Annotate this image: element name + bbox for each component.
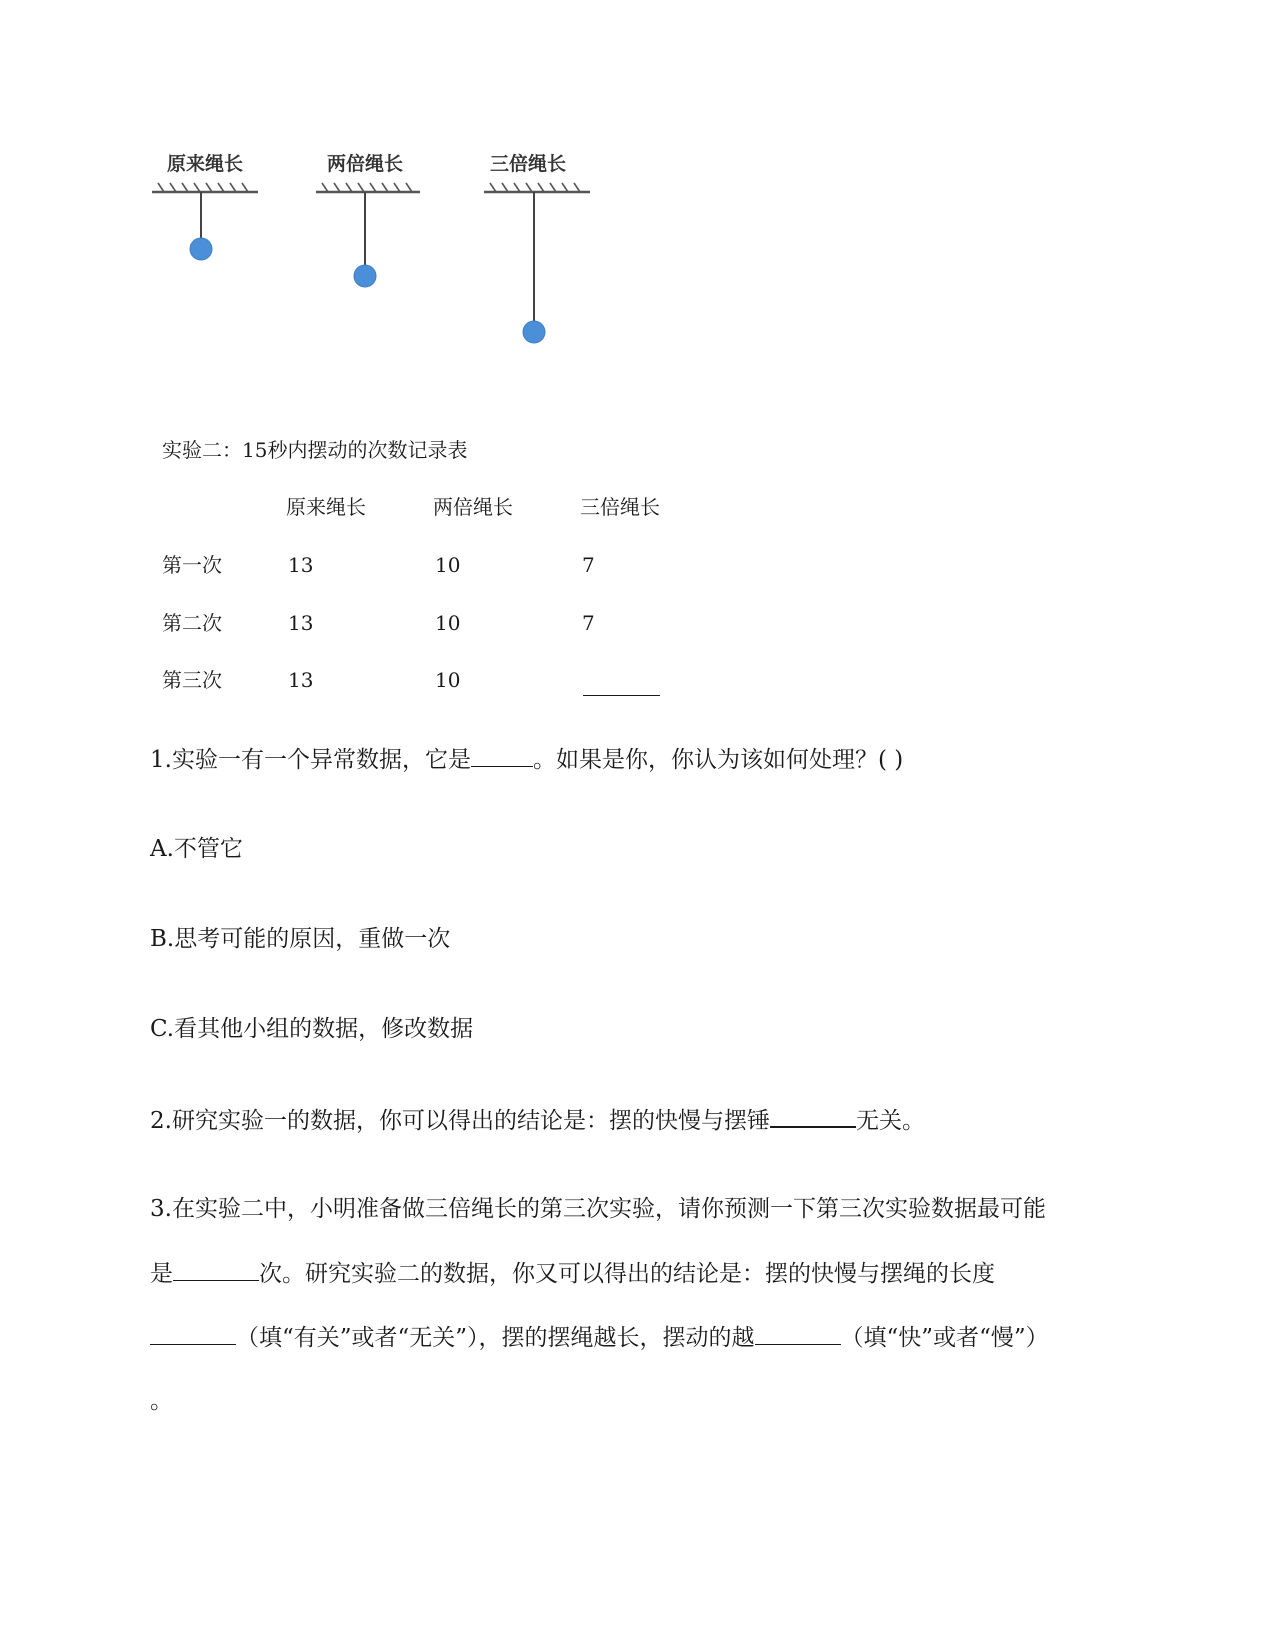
table-cell: 10	[435, 668, 461, 692]
question-1-text-a: 1.实验一有一个异常数据，它是	[150, 747, 471, 773]
answer-blank	[471, 744, 533, 767]
question-3-text-b: 次。研究实验二的数据，你又可以得出的结论是：摆的快慢与摆绳的长度	[259, 1261, 995, 1287]
table-cell: 13	[288, 668, 314, 692]
question-2-text-b: 无关。	[855, 1108, 925, 1134]
column-header-triple: 三倍绳长	[580, 495, 660, 519]
table-cell: 13	[288, 611, 314, 635]
question-3-line-3	[150, 1322, 1049, 1353]
pendulum-bob	[190, 238, 212, 260]
option-a: A.不管它	[150, 836, 243, 862]
pendulum-bob	[523, 321, 545, 343]
question-1-text-b: 。如果是你，你认为该如何处理？( )	[532, 747, 904, 773]
question-3-text-d: （填“快”或者“慢”）	[840, 1325, 1049, 1351]
column-header-double: 两倍绳长	[433, 495, 513, 519]
question-2-text-a: 2.研究实验一的数据，你可以得出的结论是：摆的快慢与摆锤	[150, 1108, 770, 1134]
question-3-line-1: 3.在实验二中，小明准备做三倍绳长的第三次实验，请你预测一下第三次实验数据最可能	[150, 1196, 1046, 1222]
table-cell: 13	[288, 553, 314, 577]
row-label-3: 第三次	[162, 668, 222, 692]
question-3-line-2	[150, 1258, 995, 1289]
question-1	[150, 744, 903, 775]
column-header-original: 原来绳长	[286, 495, 366, 519]
table-cell: 10	[435, 611, 461, 635]
answer-blank-cell	[583, 695, 660, 696]
answer-blank	[173, 1258, 259, 1281]
pendulum-diagram	[150, 150, 610, 370]
pendulum-label-double: 两倍绳长	[327, 153, 404, 175]
ceiling-hatch	[158, 183, 248, 192]
option-c: C.看其他小组的数据，修改数据	[150, 1016, 474, 1042]
table-cell: 7	[582, 553, 595, 577]
row-label-1: 第一次	[162, 553, 222, 577]
pendulum-bob	[354, 265, 376, 287]
pendulum-figure	[150, 150, 610, 370]
table-cell: 10	[435, 553, 461, 577]
row-label-2: 第二次	[162, 611, 222, 635]
pendulum-double-length	[316, 152, 420, 287]
pendulum-original-length	[152, 152, 258, 260]
pendulum-label-triple: 三倍绳长	[490, 153, 567, 175]
ceiling-hatch	[490, 183, 580, 192]
option-b: B.思考可能的原因，重做一次	[150, 926, 451, 952]
pendulum-label-original: 原来绳长	[167, 153, 244, 175]
table-title: 实验二：15秒内摆动的次数记录表	[162, 438, 468, 462]
ceiling-hatch	[322, 183, 412, 192]
question-2	[150, 1104, 925, 1136]
table-cell: 7	[582, 611, 595, 635]
answer-blank	[150, 1322, 236, 1345]
question-3-text-a: 是	[150, 1261, 173, 1287]
question-3-text-c: （填“有关”或者“无关”），摆的摆绳越长，摆动的越	[236, 1325, 755, 1351]
pendulum-triple-length	[484, 152, 590, 343]
answer-blank	[755, 1322, 841, 1345]
answer-blank	[770, 1104, 856, 1128]
question-3-line-4: 。	[150, 1388, 173, 1414]
